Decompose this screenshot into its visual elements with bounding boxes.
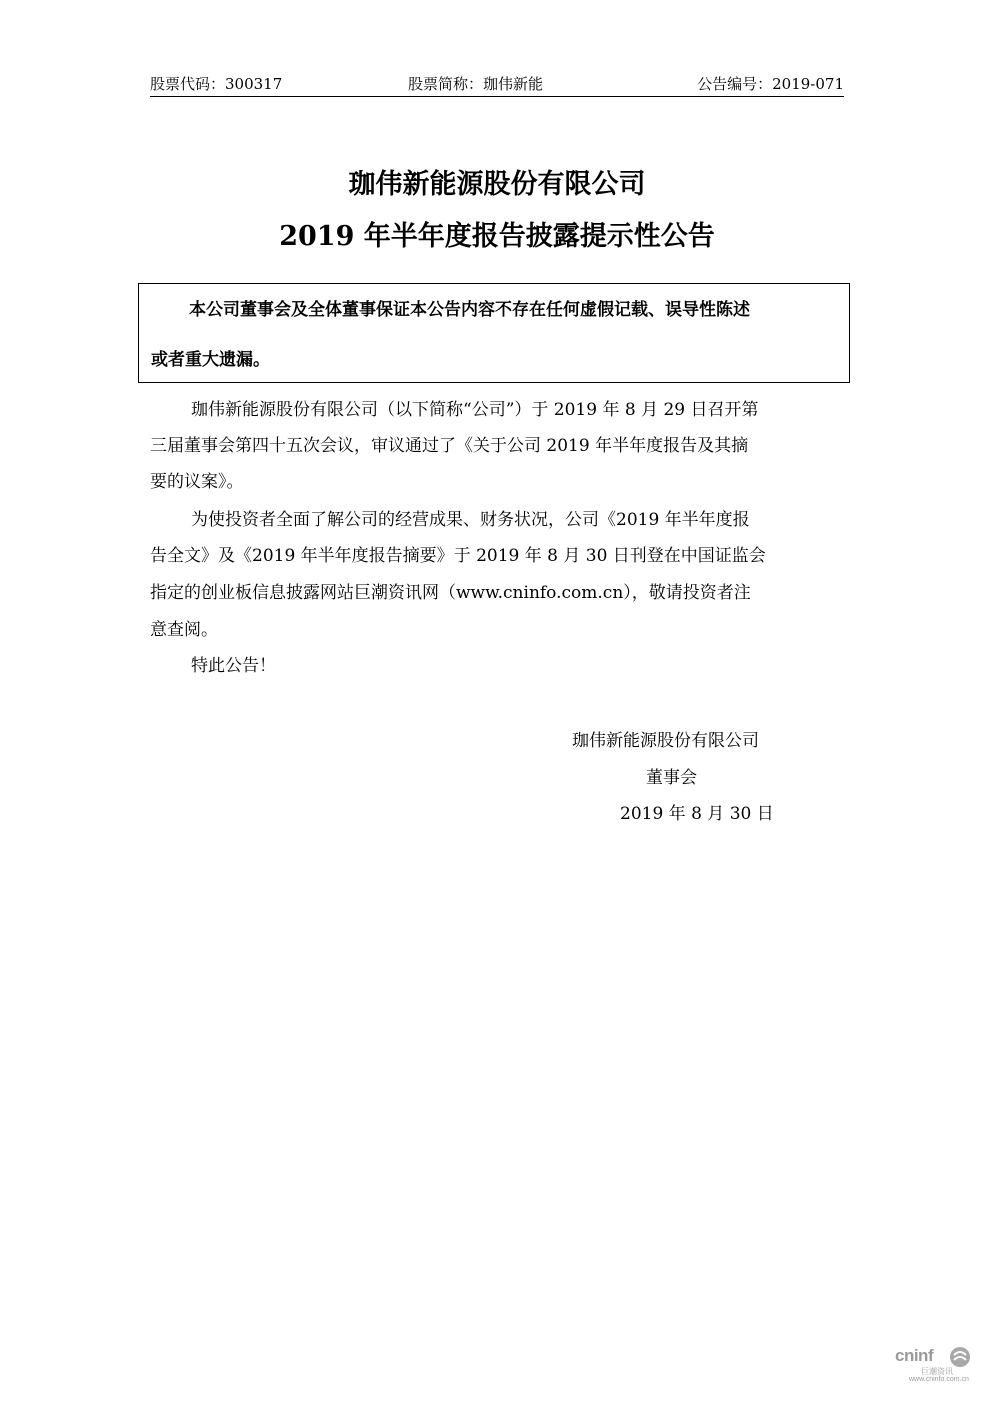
stock-short-name: 股票简称：珈伟新能 xyxy=(408,75,544,93)
paragraph-line: 为使投资者全面了解公司的经营成果、财务状况，公司《2019 年半年度报 xyxy=(191,510,750,530)
watermark-logo-text: cninf xyxy=(895,1346,934,1365)
cninfo-watermark xyxy=(895,1346,975,1386)
stock-code: 股票代码：300317 xyxy=(150,75,283,93)
paragraph-line: 告全文》及《2019 年半年度报告摘要》于 2019 年 8 月 30 日刊登在中国证监会 xyxy=(150,546,766,566)
paragraph-line: 三届董事会第四十五次会议，审议通过了《关于公司 2019 年半年度报告及其摘 xyxy=(150,436,749,456)
disclaimer-line-2: 或者重大遗漏。 xyxy=(151,350,270,370)
signature-company: 珈伟新能源股份有限公司 xyxy=(572,731,759,751)
paragraph-line: 意查阅。 xyxy=(150,620,218,640)
title-announcement: 2019 年半年度报告披露提示性公告 xyxy=(279,221,715,252)
paragraph-line: 指定的创业板信息披露网站巨潮资讯网（www.cninfo.com.cn），敬请投资者注 xyxy=(150,583,751,603)
signature-board: 董事会 xyxy=(646,768,697,788)
cninfo-logo-icon xyxy=(949,1346,971,1368)
title-company: 珈伟新能源股份有限公司 xyxy=(348,169,646,200)
disclaimer-box xyxy=(138,283,850,383)
paragraph-line: 要的议案》。 xyxy=(150,472,244,492)
watermark-url: www.cninfo.com.cn xyxy=(909,1376,969,1383)
document-header xyxy=(150,74,844,97)
disclaimer-line-1: 本公司董事会及全体董事保证本公告内容不存在任何虚假记载、误导性陈述 xyxy=(189,300,750,320)
announcement-number: 公告编号：2019-071 xyxy=(697,75,844,93)
signature-date: 2019 年 8 月 30 日 xyxy=(620,804,774,824)
paragraph-line: 珈伟新能源股份有限公司（以下简称“公司”）于 2019 年 8 月 29 日召开第 xyxy=(191,400,759,420)
closing-remark: 特此公告！ xyxy=(191,656,276,676)
watermark-sub-text: 巨潮资讯 xyxy=(921,1367,953,1376)
